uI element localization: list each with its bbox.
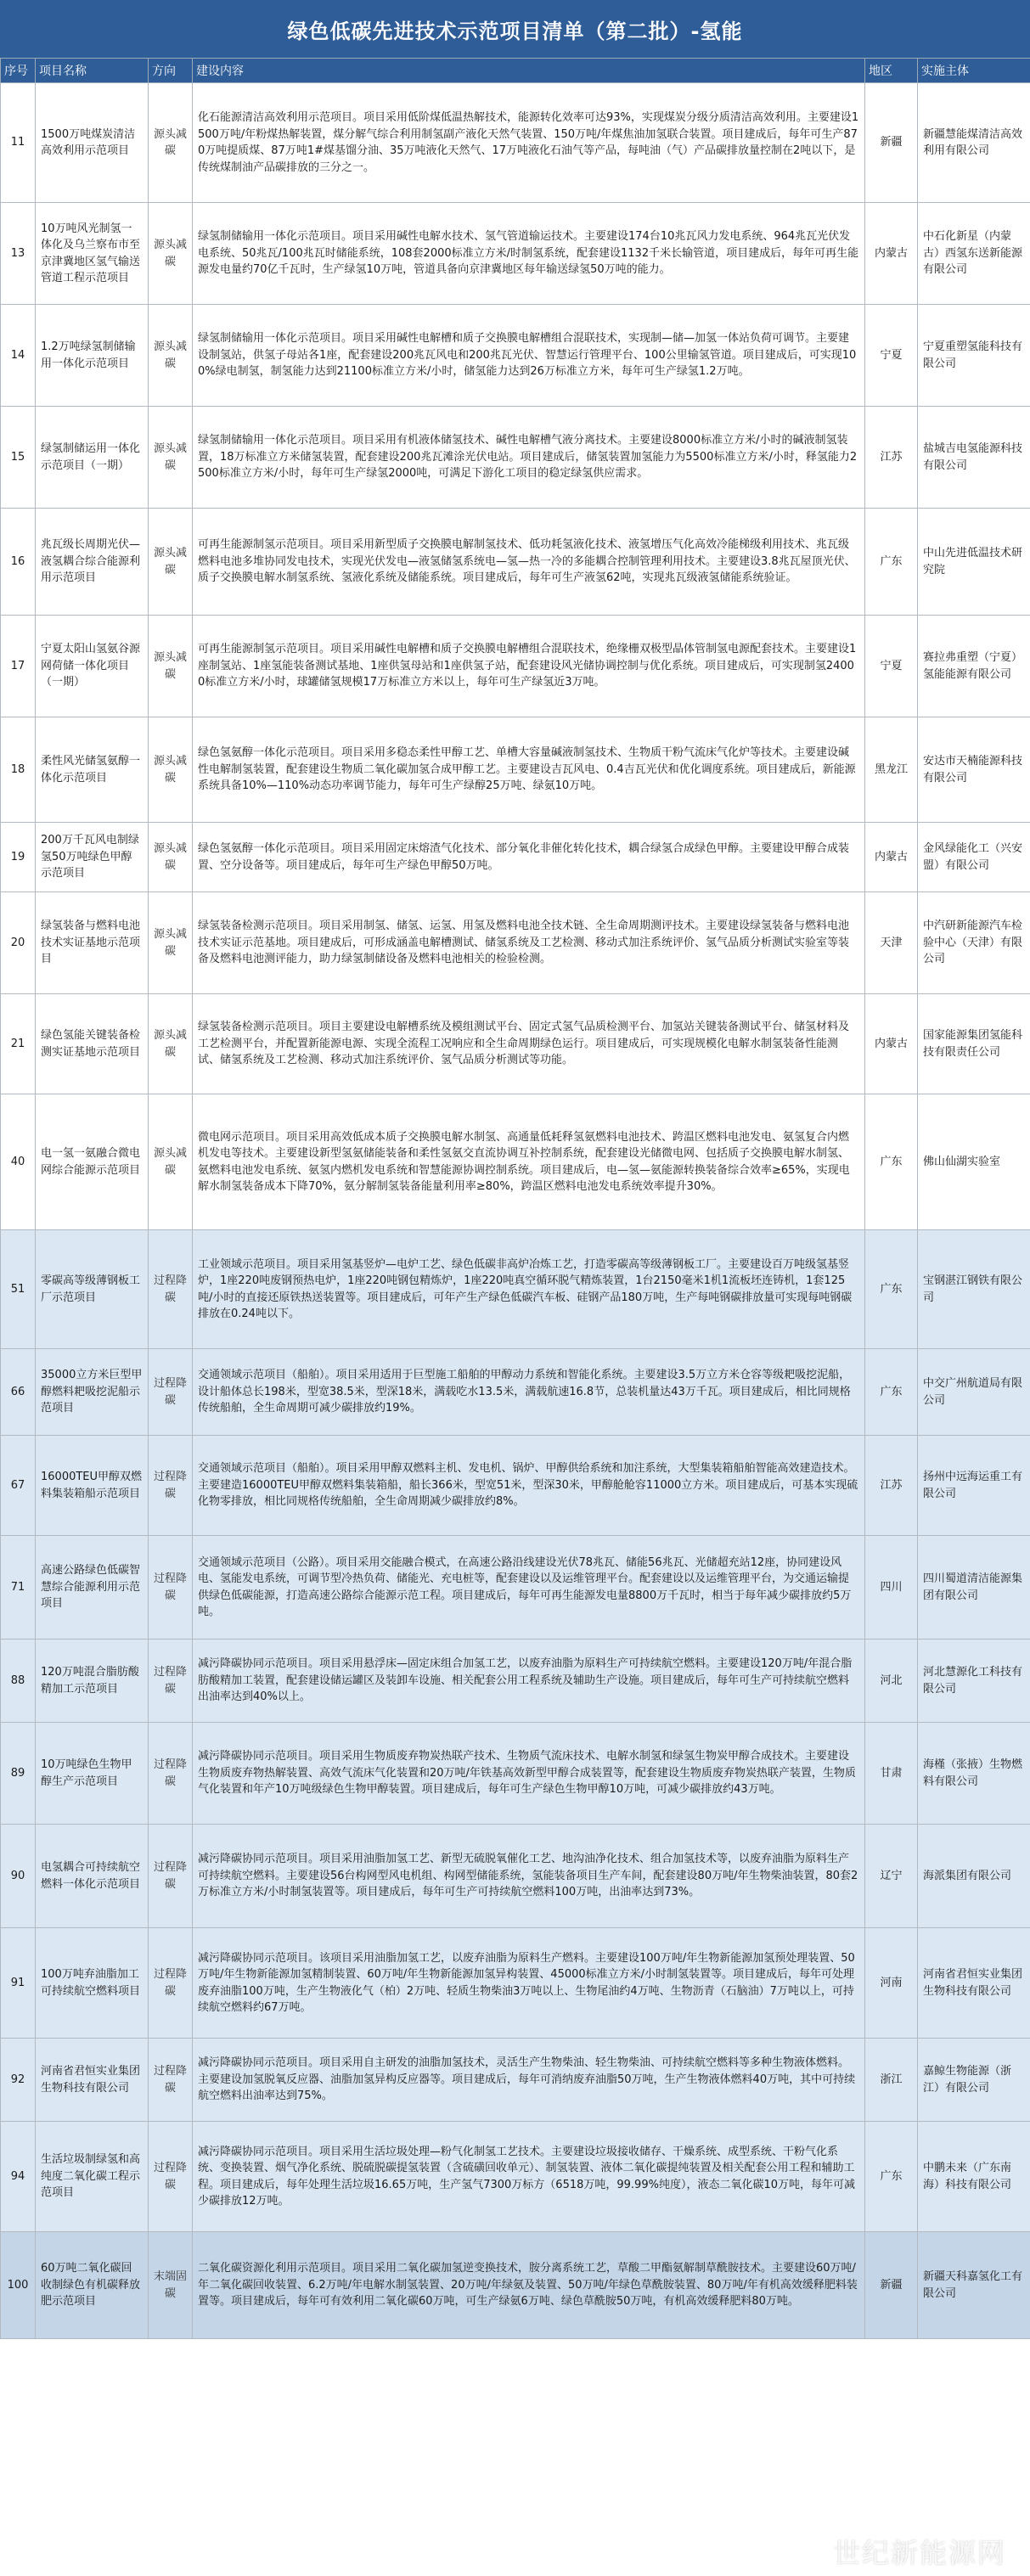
table-row xyxy=(1,1928,1030,2039)
table-row xyxy=(1,717,1030,823)
cell-content: 可再生能源制氢示范项目。项目采用新型质子交换膜电解制氢技术、低功耗氢液化技术、液氢增压气化高效冷能梯级利用技术、兆瓦级燃料电池多堆协同发电技术，实现光伏发电—液氢储氢系统电—氢—热一冷的多能耦合控制管理利用技术。主要建设3.8兆瓦屋顶光伏、质子交换膜电解水制氢系统、氢液化系统及储能系统。项目建成后，每年可生产液氢62吨，实现兆瓦级液氢储能系统验证。 xyxy=(193,509,865,616)
cell-region: 内蒙古 xyxy=(865,203,918,305)
cell-project-name: 100万吨弃油脂加工可持续航空燃料项目 xyxy=(36,1928,149,2039)
cell-entity: 四川蜀道清洁能源集团有限公司 xyxy=(918,1536,1030,1640)
cell-region: 四川 xyxy=(865,1536,918,1640)
cell-direction: 过程降碳 xyxy=(149,1640,193,1723)
cell-no: 88 xyxy=(1,1640,36,1723)
cell-project-name: 宁夏太阳山氢氨谷源网荷储一体化项目（一期） xyxy=(36,616,149,717)
cell-entity: 中鹏未来（广东南海）科技有限公司 xyxy=(918,2122,1030,2232)
cell-no: 13 xyxy=(1,203,36,305)
table-row xyxy=(1,1349,1030,1436)
cell-project-name: 60万吨二氧化碳回收制绿色有机碳释放肥示范项目 xyxy=(36,2232,149,2339)
cell-region: 内蒙古 xyxy=(865,994,918,1094)
cell-project-name: 高速公路绿色低碳智慧综合能源利用示范项目 xyxy=(36,1536,149,1640)
cell-entity: 金风绿能化工（兴安盟）有限公司 xyxy=(918,823,1030,892)
cell-direction: 过程降碳 xyxy=(149,2122,193,2232)
cell-project-name: 1.2万吨绿氢制储输用一体化示范项目 xyxy=(36,305,149,407)
cell-region: 甘肃 xyxy=(865,1723,918,1825)
table-row xyxy=(1,616,1030,717)
table-row xyxy=(1,1436,1030,1536)
cell-project-name: 电一氢一氨融合微电网综合能源示范项目 xyxy=(36,1094,149,1230)
page-title: 绿色低碳先进技术示范项目清单（第二批）-氢能 xyxy=(0,0,1030,58)
cell-content: 绿氢制储输用一体化示范项目。项目采用碱性电解水技术、氢气管道输运技术。主要建设174台10兆瓦风力发电系统、964兆瓦光伏发电系统、50兆瓦/100兆瓦时储能系统，108套2000标准立方米/时制氢系统，配套建设1132千米长输管道，项目建成后，每年可再生能源发电量约70亿千瓦时，生产绿氢10万吨，管道具备向京津冀地区每年输送绿氢50万吨的能力。 xyxy=(193,203,865,305)
cell-entity: 扬州中远海运重工有限公司 xyxy=(918,1436,1030,1536)
cell-entity: 盐城吉电氢能源科技有限公司 xyxy=(918,407,1030,509)
cell-entity: 海派集团有限公司 xyxy=(918,1825,1030,1928)
cell-project-name: 绿色氢能关键装备检测实证基地示范项目 xyxy=(36,994,149,1094)
cell-direction: 源头减碳 xyxy=(149,994,193,1094)
table-row xyxy=(1,2232,1030,2339)
cell-content: 二氧化碳资源化利用示范项目。项目采用二氧化碳加氢逆变换技术，胺分离系统工艺，草酸二甲酯氨解制草酰胺技术。主要建设60万吨/年二氧化碳回收装置、6.2万吨/年电解水制氢装置、20万吨/年绿氨及装置、50万吨/年绿色草酰胺装置、80万吨/年有机高效缓释肥料装置等。项目建成后，每年可有效利用二氧化碳60万吨，可生产绿氨6万吨、绿色草酰胺50万吨，有机高效缓释肥料80万吨。 xyxy=(193,2232,865,2339)
cell-region: 江苏 xyxy=(865,1436,918,1536)
cell-region: 辽宁 xyxy=(865,1825,918,1928)
cell-direction: 过程降碳 xyxy=(149,1230,193,1349)
table-row xyxy=(1,2039,1030,2122)
cell-project-name: 200万千瓦风电制绿氢50万吨绿色甲醇示范项目 xyxy=(36,823,149,892)
table-row xyxy=(1,407,1030,509)
cell-entity: 河北慧源化工科技有限公司 xyxy=(918,1640,1030,1723)
cell-content: 绿氢装备检测示范项目。项目采用制氢、储氢、运氢、用氢及燃料电池全技术链、全生命周期测评技术。主要建设绿氢装备与燃料电池技术实证示范基地。项目建成后，可形成涵盖电解槽测试、储氢系统及工艺检测、移动式加注系统评价、氢气品质分析测试实验室等装备及燃料电池测评能力，助力绿氢制储设备及燃料电池相关的检验检测。 xyxy=(193,892,865,994)
cell-no: 100 xyxy=(1,2232,36,2339)
cell-direction: 过程降碳 xyxy=(149,1825,193,1928)
cell-content: 化石能源清洁高效利用示范项目。项目采用低阶煤低温热解技术，能源转化效率可达93%，实现煤炭分级分质清洁高效利用。主要建设1500万吨/年粉煤热解装置，煤分解气综合利用制氢副产液化天然气装置、150万吨/年煤焦油加氢联合装置。项目建成后，每年可生产870万吨提质煤、87万吨1#煤基馏分油、35万吨液化天然气、17万吨液化石油气等产品，每吨油（气）产品碳排放量控制在2吨以下，是传统煤制油产品碳排放的三分之一。 xyxy=(193,83,865,203)
cell-direction: 源头减碳 xyxy=(149,892,193,994)
cell-region: 广东 xyxy=(865,1094,918,1230)
cell-content: 交通领域示范项目（公路）。项目采用交能融合模式，在高速公路沿线建设光伏78兆瓦、储能56兆瓦、光储超充站12座，协同建设风电、氢能发电系统，可调节型冷热负荷、储能光、充电桩等，配套建设以及运维管理平台。配套建设以及运维管理平台，为交通运输提供绿色低碳能源，打造高速公路综合能源示范工程。项目建成后，每年可再生能源发电量8800万千瓦时，相当于每年减少碳排放约5万吨。 xyxy=(193,1536,865,1640)
table-row xyxy=(1,83,1030,203)
cell-project-name: 35000立方米巨型甲醇燃料耙吸挖泥船示范项目 xyxy=(36,1349,149,1436)
cell-entity: 赛拉弗重塑（宁夏）氢能能源有限公司 xyxy=(918,616,1030,717)
cell-entity: 佛山仙湖实验室 xyxy=(918,1094,1030,1230)
cell-project-name: 兆瓦级长周期光伏—液氢耦合综合能源利用示范项目 xyxy=(36,509,149,616)
cell-no: 89 xyxy=(1,1723,36,1825)
cell-project-name: 生活垃圾制绿氢和高纯度二氧化碳工程示范项目 xyxy=(36,2122,149,2232)
cell-region: 广东 xyxy=(865,2122,918,2232)
cell-no: 71 xyxy=(1,1536,36,1640)
cell-region: 广东 xyxy=(865,1230,918,1349)
cell-no: 21 xyxy=(1,994,36,1094)
cell-no: 92 xyxy=(1,2039,36,2122)
cell-no: 94 xyxy=(1,2122,36,2232)
cell-direction: 源头减碳 xyxy=(149,509,193,616)
cell-region: 天津 xyxy=(865,892,918,994)
table-row xyxy=(1,823,1030,892)
cell-entity: 中汽研新能源汽车检验中心（天津）有限公司 xyxy=(918,892,1030,994)
table-row xyxy=(1,509,1030,616)
cell-project-name: 10万吨风光制氢一体化及乌兰察布市至京津冀地区氢气输送管道工程示范项目 xyxy=(36,203,149,305)
cell-content: 交通领域示范项目（船舶）。项目采用适用于巨型施工船舶的甲醇动力系统和智能化系统。主要建设3.5万立方米仓容等级耙吸挖泥船，设计船体总长198米，型宽38.5米，型深18米，满载吃水13.5米，满载航速16.8节，总装机量达43万千瓦。项目建成后，相比同规格传统船舶，全生命周期可减少碳排放约19%。 xyxy=(193,1349,865,1436)
table-row xyxy=(1,203,1030,305)
cell-direction: 过程降碳 xyxy=(149,1436,193,1536)
cell-direction: 源头减碳 xyxy=(149,616,193,717)
cell-content: 减污降碳协同示范项目。项目采用悬浮床—固定床组合加氢工艺，以废弃油脂为原料生产可持续航空燃料。主要建设120万吨/年混合脂肪酸精加工装置，配套建设储运罐区及装卸车设施、相关配套公用工程系统及辅助生产设施。项目建成后，每年可生产可持续航空燃料出油率达到40%以上。 xyxy=(193,1640,865,1723)
cell-direction: 过程降碳 xyxy=(149,2039,193,2122)
cell-project-name: 电氢耦合可持续航空燃料一体化示范项目 xyxy=(36,1825,149,1928)
cell-content: 微电网示范项目。项目采用高效低成本质子交换膜电解水制氢、高通量低耗释氢氨燃料电池技术、跨温区燃料电池发电、氨氢复合内燃机发电等技术。主要建设新型氢氨储能装备和柔性氢氨交直流协调互补控制系统，配套建设光储微电网、包括质子交换膜电解水制氢、氨燃料电池发电系统、氨氢内燃机发电系统和智慧能源协调控制系统。项目建成后，电—氢—氨能源转换装备综合效率≥65%，实现电解水制氢装备成本下降70%，氨分解制氢装备能量利用率≥80%，跨温区燃料电池发电系统效率提升30%。 xyxy=(193,1094,865,1230)
cell-content: 绿氢装备检测示范项目。项目主要建设电解槽系统及模组测试平台、固定式氢气品质检测平台、加氢站关键装备测试平台、储氢材料及工艺检测平台，并配置新能源电源、实现全流程工况响应和全生命周期绿色运行。项目建成后，可实现规模化电解水制氢装备性能测试、储氢系统及工艺检测、移动式加注系统评价、氢气品质分析测试等功能。 xyxy=(193,994,865,1094)
cell-project-name: 1500万吨煤炭清洁高效利用示范项目 xyxy=(36,83,149,203)
cell-direction: 源头减碳 xyxy=(149,305,193,407)
watermark: 世纪新能源网 xyxy=(832,2537,1006,2569)
cell-entity: 海槿（张掖）生物燃料有限公司 xyxy=(918,1723,1030,1825)
cell-no: 20 xyxy=(1,892,36,994)
cell-region: 广东 xyxy=(865,509,918,616)
cell-no: 40 xyxy=(1,1094,36,1230)
cell-content: 减污降碳协同示范项目。项目采用自主研发的油脂加氢技术，灵活生产生物柴油、轻生物柴油、可持续航空燃料等多种生物液体燃料。主要建设加氢脱氧反应器、油脂加氢异构反应器等。项目建成后，每年可消纳废弃油脂50万吨，生产生物液体燃料40万吨，其中可持续航空燃料出油率达到75%。 xyxy=(193,2039,865,2122)
cell-content: 交通领域示范项目（船舶）。项目采用甲醇双燃料主机、发电机、锅炉、甲醇供给系统和加注系统，大型集装箱船舶智能高效建造技术。主要建造16000TEU甲醇双燃料集装箱船，船长366米，型宽51米，型深30米，甲醇舱舱容11000立方米。项目建成后，可基本实现硫化物零排放，相比同规格传统船舶，全生命周期减少碳排放约8%。 xyxy=(193,1436,865,1536)
cell-region: 河南 xyxy=(865,1928,918,2039)
cell-direction: 过程降碳 xyxy=(149,1723,193,1825)
cell-project-name: 河南省君恒实业集团生物科技有限公司 xyxy=(36,2039,149,2122)
cell-direction: 过程降碳 xyxy=(149,1349,193,1436)
cell-direction: 源头减碳 xyxy=(149,407,193,509)
header-entity: 实施主体 xyxy=(918,59,1030,83)
cell-project-name: 16000TEU甲醇双燃料集装箱船示范项目 xyxy=(36,1436,149,1536)
table-row xyxy=(1,892,1030,994)
cell-region: 新疆 xyxy=(865,2232,918,2339)
cell-region: 宁夏 xyxy=(865,616,918,717)
cell-no: 16 xyxy=(1,509,36,616)
header-content: 建设内容 xyxy=(193,59,865,83)
cell-direction: 源头减碳 xyxy=(149,83,193,203)
cell-no: 51 xyxy=(1,1230,36,1349)
table-row xyxy=(1,1825,1030,1928)
cell-region: 内蒙古 xyxy=(865,823,918,892)
table-row xyxy=(1,1723,1030,1825)
cell-content: 减污降碳协同示范项目。项目采用油脂加氢工艺、新型无硫脱氧催化工艺、地沟油净化技术、组合加氢技术等，以废弃油脂为原料生产可持续航空燃料。主要建设56台构网型风电机组、构网型储能系统，氢能装备项目生产车间，配套建设80万吨/年生物柴油装置，80套2万标准立方米/小时制氢装置等。项目建成后，每年可生产可持续航空燃料100万吨，出油率达到73%。 xyxy=(193,1825,865,1928)
project-table xyxy=(0,58,1030,2339)
cell-entity: 国家能源集团氢能科技有限责任公司 xyxy=(918,994,1030,1094)
cell-content: 减污降碳协同示范项目。项目采用生活垃圾处理—粉气化制氢工艺技术。主要建设垃圾接收储存、干燥系统、成型系统、干粉气化系统、变换装置、烟气净化系统、脱硫脱碳提氢装置（含硫磺回收单元）、制氢装置、液体二氧化碳提纯装置及相关配套公用工程和辅助工程。项目建成后，每年处理生活垃圾16.65万吨，生产氢气7300万标方（6518万吨，99.99%纯度），液态二氧化碳10万吨，每年可减少碳排放12万吨。 xyxy=(193,2122,865,2232)
cell-entity: 安达市天楠能源科技有限公司 xyxy=(918,717,1030,823)
cell-content: 减污降碳协同示范项目。项目采用生物质废弃物炭热联产技术、生物质气流床技术、电解水制氢和绿氢生物炭甲醇合成技术。主要建设生物质废弃物热解装置、高效气流床气化装置和20万吨/年铁基高效新型甲醇合成装置等，配套建设生物质废弃物炭热联产装置，生物质气化装置和年产10万吨级绿色生物甲醇装置。项目建成后，每年可生产绿色生物甲醇10万吨，可减少碳排放约43万吨。 xyxy=(193,1723,865,1825)
table-row xyxy=(1,994,1030,1094)
cell-direction: 源头减碳 xyxy=(149,203,193,305)
cell-entity: 中交广州航道局有限公司 xyxy=(918,1349,1030,1436)
header-name: 项目名称 xyxy=(36,59,149,83)
cell-entity: 宁夏重塑氢能科技有限公司 xyxy=(918,305,1030,407)
cell-content: 减污降碳协同示范项目。该项目采用油脂加氢工艺，以废弃油脂为原料生产燃料。主要建设100万吨/年生物新能源加氢预处理装置、50万吨/年生物新能源加氢精制装置、60万吨/年生物新能源加氢异构装置、45000标准立方米/小时制氢装置等。项目建成后，每年可处理废弃油脂100万吨，生产生物液化气（柏）2万吨、轻质生物柴油3万吨以上、生物尾油约4万吨、生物沥青（石脑油）7万吨以上，可持续航空燃料约67万吨。 xyxy=(193,1928,865,2039)
cell-region: 河北 xyxy=(865,1640,918,1723)
table-row xyxy=(1,1640,1030,1723)
cell-region: 宁夏 xyxy=(865,305,918,407)
cell-no: 14 xyxy=(1,305,36,407)
cell-content: 可再生能源制氢示范项目。项目采用碱性电解槽和质子交换膜电解槽组合混联技术，绝缘栅双极型晶体管制氢电源配套技术。主要建设1座制氢站、1座氢能装备测试基地、1座供氢母站和1座供氢子站，配套建设风光储协调控制与优化系统。项目建成后，可实现制氢24000标准立方米/小时，球罐储氢规模17万标准立方米以上，每年可生产绿氢近3万吨。 xyxy=(193,616,865,717)
header-no: 序号 xyxy=(1,59,36,83)
cell-no: 90 xyxy=(1,1825,36,1928)
cell-content: 绿色氢氨醇一体化示范项目。项目采用多稳态柔性甲醇工艺、单槽大容量碱液制氢技术、生物质干粉气流床气化炉等技术。主要建设碱性电解制氢装置，配套建设生物质二氧化碳加氢合成甲醇工艺。主要建设吉瓦风电、0.4吉瓦光伏和优化调度系统。项目建成后，新能源系统具备10%—110%动态功率调节能力，每年可生产绿醇25万吨、绿氨10万吨。 xyxy=(193,717,865,823)
header-direction: 方向 xyxy=(149,59,193,83)
cell-content: 工业领域示范项目。项目采用氢基竖炉—电炉工艺、绿色低碳非高炉冶炼工艺，打造零碳高等级薄钢板工厂。主要建设百万吨级氢基竖炉，1座220吨废钢预热电炉，1座220吨钢包精炼炉，1座220吨真空循环脱气精炼装置，1台2150毫米1机1流板坯连铸机，1套125吨/小时的直接还原铁热送装置等。项目建成后，可年产生产绿色低碳汽车板、硅钢产品180万吨，生产每吨钢碳排放量可实现每吨钢碳排放在0.24吨以下。 xyxy=(193,1230,865,1349)
cell-project-name: 柔性风光储氢氨醇一体化示范项目 xyxy=(36,717,149,823)
cell-direction: 过程降碳 xyxy=(149,1928,193,2039)
cell-entity: 嘉鲸生物能源（浙江）有限公司 xyxy=(918,2039,1030,2122)
table-row xyxy=(1,1230,1030,1349)
cell-entity: 宝钢湛江钢铁有限公司 xyxy=(918,1230,1030,1349)
cell-content: 绿色氢氨醇一体化示范项目。项目采用固定床熔渣气化技术、部分氧化非催化转化技术，耦合绿氢合成绿色甲醇。主要建设甲醇合成装置、空分设备等。项目建成后，每年可生产绿色甲醇50万吨。 xyxy=(193,823,865,892)
cell-project-name: 零碳高等级薄钢板工厂示范项目 xyxy=(36,1230,149,1349)
header-region: 地区 xyxy=(865,59,918,83)
cell-project-name: 绿氢制储运用一体化示范项目（一期） xyxy=(36,407,149,509)
cell-region: 江苏 xyxy=(865,407,918,509)
cell-project-name: 绿氢装备与燃料电池技术实证基地示范项目 xyxy=(36,892,149,994)
cell-project-name: 10万吨绿色生物甲醇生产示范项目 xyxy=(36,1723,149,1825)
cell-region: 新疆 xyxy=(865,83,918,203)
cell-no: 19 xyxy=(1,823,36,892)
cell-no: 15 xyxy=(1,407,36,509)
cell-no: 11 xyxy=(1,83,36,203)
cell-region: 黑龙江 xyxy=(865,717,918,823)
cell-content: 绿氢制储输用一体化示范项目。项目采用有机液体储氢技术、碱性电解槽气液分离技术。主要建设8000标准立方米/小时的碱液制氢装置，18万标准立方米储氢装置，配套建设200兆瓦滩涂光伏电站。项目建成后，储氢装置加氢能力为5500标准立方米/小时，释氢能力2500标准立方米/小时，每年可生产绿氢2000吨，可满足下游化工项目的稳定绿氢供应需求。 xyxy=(193,407,865,509)
cell-direction: 源头减碳 xyxy=(149,1094,193,1230)
cell-entity: 中山先进低温技术研究院 xyxy=(918,509,1030,616)
cell-direction: 过程降碳 xyxy=(149,1536,193,1640)
cell-region: 广东 xyxy=(865,1349,918,1436)
cell-no: 66 xyxy=(1,1349,36,1436)
table-row xyxy=(1,2122,1030,2232)
cell-entity: 河南省君恒实业集团生物科技有限公司 xyxy=(918,1928,1030,2039)
cell-direction: 末端固碳 xyxy=(149,2232,193,2339)
cell-no: 91 xyxy=(1,1928,36,2039)
cell-content: 绿氢制储输用一体化示范项目。项目采用碱性电解槽和质子交换膜电解槽组合混联技术，实现制—储—加氢一体站负荷可调节。主要建设制氢站，供氢子母站各1座，配套建设200兆瓦风电和200兆瓦光伏、智慧运行管理平台、100公里输氢管道。项目建成后，可实现100%绿电制氢，制氢能力达到21100标准立方米/小时，储氢能力达到26万标准立方米，每年可生产绿氢1.2万吨。 xyxy=(193,305,865,407)
cell-entity: 新疆慧能煤清洁高效利用有限公司 xyxy=(918,83,1030,203)
cell-entity: 新疆天科嘉氢化工有限公司 xyxy=(918,2232,1030,2339)
cell-no: 17 xyxy=(1,616,36,717)
table-row xyxy=(1,1094,1030,1230)
cell-no: 18 xyxy=(1,717,36,823)
cell-region: 浙江 xyxy=(865,2039,918,2122)
cell-project-name: 120万吨混合脂肪酸精加工示范项目 xyxy=(36,1640,149,1723)
table-row xyxy=(1,1536,1030,1640)
cell-entity: 中石化新星（内蒙古）西氢东送新能源有限公司 xyxy=(918,203,1030,305)
cell-no: 67 xyxy=(1,1436,36,1536)
cell-direction: 源头减碳 xyxy=(149,717,193,823)
cell-direction: 源头减碳 xyxy=(149,823,193,892)
table-row xyxy=(1,305,1030,407)
table-header-row xyxy=(1,59,1030,83)
